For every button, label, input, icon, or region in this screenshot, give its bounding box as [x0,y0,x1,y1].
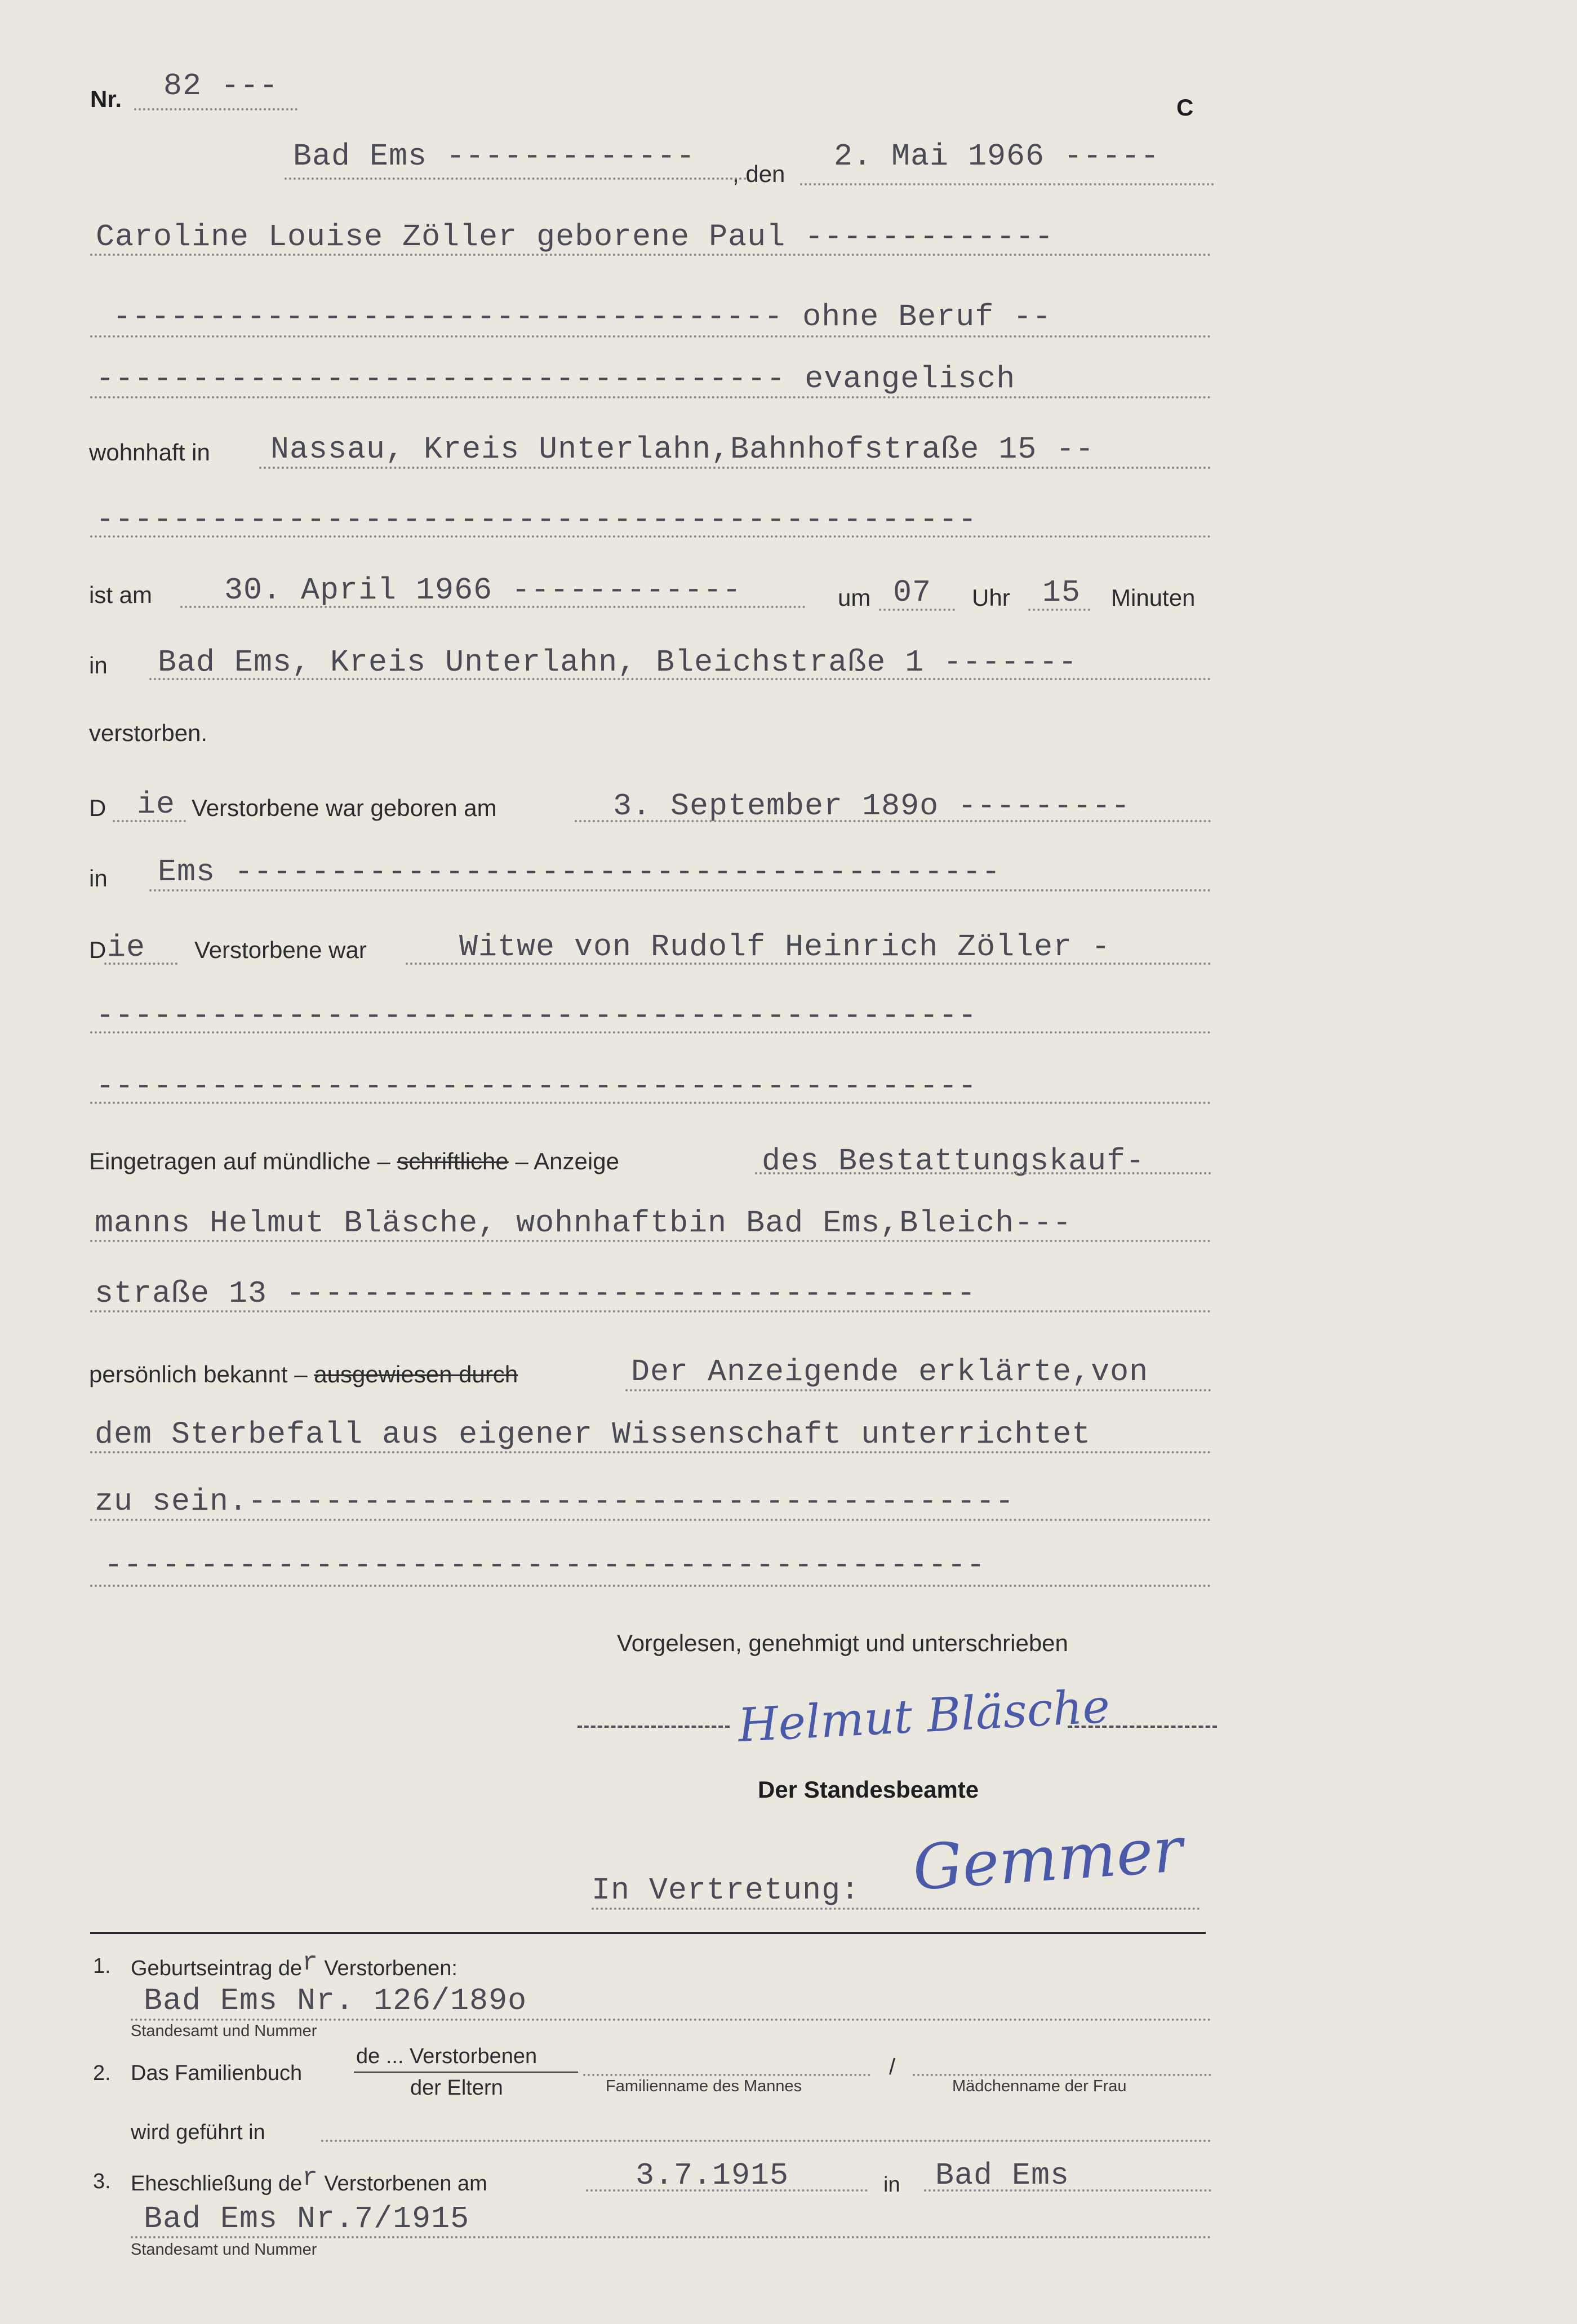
item1-value: Bad Ems Nr. 126/189o [144,1983,527,2019]
informant-signature-line-left [578,1726,730,1728]
identity-label-struck: ausgewiesen durch [314,1361,518,1387]
death-date: 30. April 1966 ------------ [224,573,742,608]
birth-article: ie [137,787,176,822]
item3-label-a: Eheschließung de [131,2172,303,2196]
birth-place-line [149,889,1211,892]
report-line-2-rule [90,1240,1211,1242]
status-line-3-rule [90,1102,1211,1104]
item2-col2: Mädchenname der Frau [952,2077,1127,2095]
marital-status-line [406,963,1211,965]
item2-surname-line [583,2074,870,2076]
report-line-1-rule [755,1172,1211,1174]
item2-bottom: der Eltern [410,2076,503,2100]
item2-fraction-line [354,2072,578,2073]
read-approved-label: Vorgelesen, genehmigt und unterschrieben [617,1630,1068,1656]
report-label-suffix: – Anzeige [515,1148,619,1174]
death-hour-line [879,609,955,611]
deceased-address-cont: ---------------------------------------------- [96,502,978,538]
address-label: wohnhaft in [89,439,210,465]
nr-value: 82 --- [163,68,279,104]
item2-number: 2. [93,2061,111,2085]
registration-place-line [285,178,747,180]
nr-dotted-line [134,108,297,110]
item3-date: 3.7.1915 [636,2158,789,2193]
status-label: Verstorbene war [194,937,367,963]
item1-label [131,1948,457,1981]
marital-status: Witwe von Rudolf Heinrich Zöller - [459,929,1111,965]
status-article: ie [107,930,146,965]
item2-col1: Familienname des Mannes [606,2077,802,2095]
item2-cont: wird geführt in [131,2121,265,2144]
deceased-address-cont-line [90,535,1211,538]
death-date-label: ist am [89,582,153,608]
item2-slash: / [889,2055,896,2079]
report-line-3-rule [90,1310,1211,1312]
identity-line-3: zu sein.---------------------------------------- [95,1484,1015,1519]
item2-cont-line [321,2140,1211,2142]
deceased-address: Nassau, Kreis Unterlahn,Bahnhofstraße 15 -- [270,432,1095,467]
deceased-occupation-line [90,335,1211,338]
deceased-name-line [90,254,1211,256]
report-label [89,1150,619,1173]
verstorben-label: verstorben. [89,720,208,746]
um-label: um [838,584,871,611]
status-line-2-rule [90,1031,1211,1034]
status-d-label: D [89,937,106,963]
deceased-name: Caroline Louise Zöller geborene Paul ------------- [96,219,1054,255]
birth-date-line [575,820,1211,822]
death-minutes-line [1028,609,1090,611]
identity-line-1: Der Anzeigende erklärte,von [631,1354,1149,1390]
item2-top: de ... Verstorbenen [356,2044,537,2068]
identity-line-3-rule [90,1519,1211,1521]
registrar-signature [901,1803,1217,1916]
deputy-label: In Vertretung: [592,1873,860,1908]
item3-value: Bad Ems Nr.7/1915 [144,2201,470,2237]
item1-label-b: Verstorbenen: [324,1957,457,1980]
status-line-3: ---------------------------------------------- [96,1068,978,1104]
item3-place: Bad Ems [935,2158,1070,2193]
item3-place-line [924,2189,1211,2192]
deceased-address-line [259,467,1211,469]
birth-article-line [113,820,186,822]
report-line-2: manns Helmut Bläsche, wohnhaftbin Bad Ems,Bleich--- [95,1205,1072,1241]
status-line-2: ---------------------------------------------- [96,998,978,1034]
report-line-3: straße 13 ------------------------------------ [95,1276,976,1311]
deceased-religion-line [90,396,1211,398]
death-place-line [149,678,1211,680]
identity-line-1-rule [625,1389,1211,1391]
death-place-label: in [89,652,108,678]
registration-place: Bad Ems ------------- [293,139,696,174]
death-place: Bad Ems, Kreis Unterlahn, Bleichstraße 1 ------- [158,645,1078,680]
identity-line-4: ---------------------------------------------- [104,1547,986,1583]
death-minutes: 15 [1042,575,1081,610]
item3-value-line [131,2236,1211,2238]
informant-signature-text: Helmut Bläsche [736,1679,1112,1753]
den-label: , den [732,161,785,187]
deceased-occupation: ----------------------------------- ohne Beruf -- [113,299,1052,335]
identity-label-prefix: persönlich bekannt – [89,1361,308,1387]
identity-line-2-rule [90,1451,1211,1453]
birth-place-label: in [89,865,108,892]
item3-label-b: Verstorbenen am [324,2172,487,2196]
birth-label: Verstorbene war geboren am [192,795,497,821]
item3-sub: Standesamt und Nummer [131,2241,317,2259]
birth-place: Ems ---------------------------------------- [158,854,1001,890]
footer-separator [90,1932,1206,1934]
deceased-religion: ------------------------------------ evangelisch [96,361,1016,397]
birth-date: 3. September 189o --------- [613,788,1131,824]
minuten-label: Minuten [1111,584,1196,611]
item3-label [131,2163,487,2197]
registration-date-line [800,183,1214,185]
death-date-line [180,606,806,608]
uhr-label: Uhr [972,584,1010,611]
item1-label-a: Geburtseintrag de [131,1957,303,1980]
informant-signature [732,1677,1112,1767]
identity-label [89,1363,518,1386]
form-code: C [1176,94,1194,121]
registrar-label: Der Standesbeamte [758,1776,979,1803]
report-label-prefix: Eingetragen auf mündliche – [89,1148,390,1174]
identity-line-4-rule [90,1585,1211,1587]
item2-label: Das Familienbuch [131,2061,303,2085]
item1-sub: Standesamt und Nummer [131,2022,317,2040]
item1-number: 1. [93,1954,111,1978]
item3-date-line [586,2189,868,2192]
item1-suffix: r [302,1948,318,1977]
death-hour: 07 [893,575,932,610]
item2-maiden-line [913,2074,1211,2076]
report-line-1: des Bestattungskauf- [762,1143,1145,1179]
report-label-struck: schriftliche [397,1148,509,1174]
registration-date: 2. Mai 1966 ----- [834,139,1160,174]
item1-value-line [131,2019,1211,2021]
registrar-signature-text: Gemmer [910,1813,1185,1904]
item3-in: in [883,2173,900,2197]
identity-line-2: dem Sterbefall aus eigener Wissenschaft unterrichtet [95,1417,1091,1452]
nr-label: Nr. [90,86,122,112]
birth-d-label: D [89,795,106,821]
item3-suffix: r [302,2163,318,2193]
status-article-line [104,963,177,965]
item3-number: 3. [93,2170,111,2193]
